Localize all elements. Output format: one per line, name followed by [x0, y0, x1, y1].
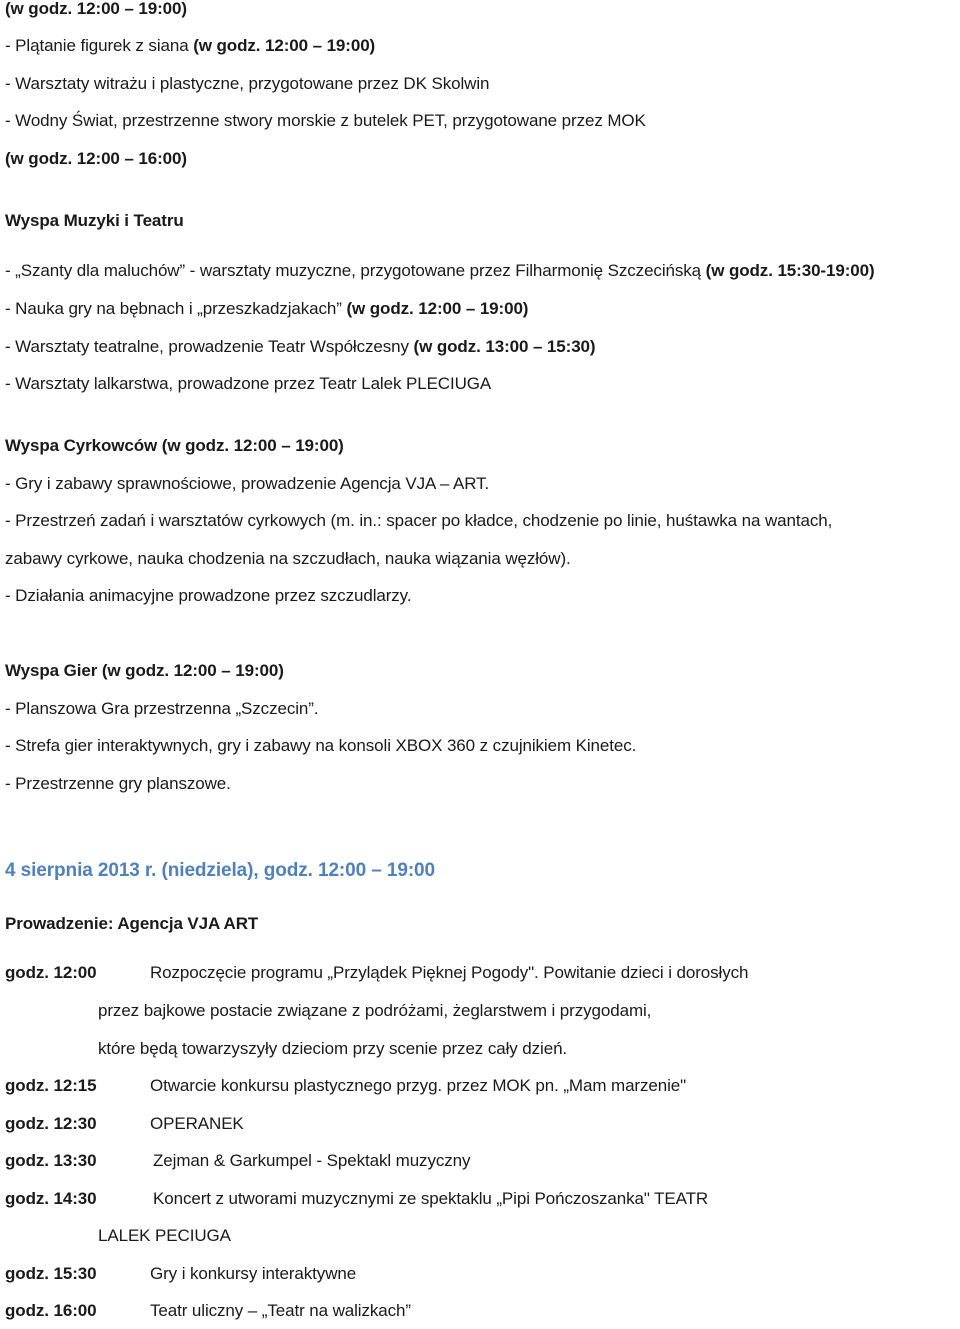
text-run: Wyspa Gier (w godz. 12:00 – 19:00)	[5, 661, 284, 680]
text-line	[5, 473, 489, 495]
schedule-desc: Koncert z utworami muzycznymi ze spektaklu „Pipi Pończoszanka" TEATR	[153, 1189, 709, 1208]
schedule-continuation	[98, 1000, 651, 1022]
text-line	[5, 110, 646, 132]
text-run: - Warsztaty witrażu i plastyczne, przygotowane przez DK Skolwin	[5, 74, 490, 93]
text-run: 4 sierpnia 2013 r. (niedziela), godz. 12:00 – 19:00	[5, 860, 435, 881]
text-line	[5, 298, 528, 320]
text-run: (w godz. 12:00 – 19:00)	[5, 0, 187, 18]
text-run: (w godz. 15:30-19:00)	[705, 261, 875, 280]
text-run: - Nauka gry na bębnach i „przeszkadzjakach”	[5, 299, 347, 318]
text-line	[5, 0, 187, 20]
text-line	[5, 510, 832, 532]
text-run: - Wodny Świat, przestrzenne stwory morskie z butelek PET, przygotowane przez MOK	[5, 111, 646, 130]
text-line	[5, 336, 595, 358]
schedule-time: godz. 12:30	[5, 1114, 97, 1133]
text-run: - Planszowa Gra przestrzenna „Szczecin”.	[5, 699, 319, 718]
section-heading	[5, 435, 344, 457]
text-line	[5, 148, 187, 170]
schedule-desc: Zejman & Garkumpel - Spektakl muzyczny	[153, 1151, 471, 1170]
schedule-desc: LALEK PECIUGA	[98, 1226, 231, 1245]
text-run: - Warsztaty teatralne, prowadzenie Teatr Współczesny	[5, 337, 414, 356]
schedule-time: godz. 16:00	[5, 1301, 97, 1320]
text-run: Wyspa Cyrkowców (w godz. 12:00 – 19:00)	[5, 436, 344, 455]
text-line	[5, 735, 636, 757]
section-heading	[5, 210, 184, 232]
schedule-continuation	[98, 1038, 567, 1060]
text-run: - Plątanie figurek z siana	[5, 36, 194, 55]
text-run: - Gry i zabawy sprawnościowe, prowadzenie Agencja VJA – ART.	[5, 474, 490, 493]
schedule-desc: Otwarcie konkursu plastycznego przyg. przez MOK pn. „Mam marzenie"	[150, 1076, 687, 1095]
schedule-desc: Rozpoczęcie programu „Przylądek Pięknej Pogody". Powitanie dzieci i dorosłych	[150, 963, 749, 982]
schedule-continuation	[98, 1225, 231, 1247]
date-heading	[5, 860, 435, 882]
text-run: (w godz. 12:00 – 19:00)	[193, 36, 376, 55]
text-line	[5, 698, 318, 720]
schedule-time: godz. 12:15	[5, 1076, 97, 1095]
text-run: - Przestrzenne gry planszowe.	[5, 774, 231, 793]
schedule-desc: przez bajkowe postacie związane z podróżami, żeglarstwem i przygodami,	[98, 1001, 652, 1020]
schedule-desc: Teatr uliczny – „Teatr na walizkach”	[150, 1301, 411, 1320]
schedule-desc: Gry i konkursy interaktywne	[150, 1264, 357, 1283]
schedule-time: godz. 13:30	[5, 1151, 97, 1170]
text-run: - Przestrzeń zadań i warsztatów cyrkowych (m. in.: spacer po kładce, chodzenie po linie, huśtawka na wantach,	[5, 511, 833, 530]
schedule-time: godz. 12:00	[5, 963, 97, 982]
schedule-desc: OPERANEK	[150, 1114, 244, 1133]
text-run: (w godz. 13:00 – 15:30)	[413, 337, 596, 356]
text-line	[5, 260, 875, 282]
text-run: (w godz. 12:00 – 16:00)	[5, 149, 187, 168]
section-heading	[5, 660, 284, 682]
text-run: - Działania animacyjne prowadzone przez szczudlarzy.	[5, 586, 412, 605]
text-line	[5, 373, 491, 395]
text-run: - Warsztaty lalkarstwa, prowadzone przez Teatr Lalek PLECIUGA	[5, 374, 492, 393]
section-heading	[5, 913, 258, 935]
text-run: - „Szanty dla maluchów” - warsztaty muzyczne, przygotowane przez Filharmonię Szczecińską	[5, 261, 706, 280]
text-run: - Strefa gier interaktywnych, gry i zabawy na konsoli XBOX 360 z czujnikiem Kinetec.	[5, 736, 637, 755]
schedule-time: godz. 15:30	[5, 1264, 97, 1283]
schedule-time: godz. 14:30	[5, 1189, 97, 1208]
schedule-desc: które będą towarzyszyły dzieciom przy scenie przez cały dzień.	[98, 1039, 568, 1058]
text-line	[5, 73, 489, 95]
text-run: (w godz. 12:00 – 19:00)	[346, 299, 529, 318]
text-line	[5, 773, 231, 795]
text-line	[5, 548, 571, 570]
text-line	[5, 35, 375, 57]
text-line	[5, 585, 411, 607]
text-run: Wyspa Muzyki i Teatru	[5, 211, 184, 230]
text-run: Prowadzenie: Agencja VJA ART	[5, 914, 259, 933]
text-run: zabawy cyrkowe, nauka chodzenia na szczudłach, nauka wiązania węzłów).	[5, 549, 571, 568]
